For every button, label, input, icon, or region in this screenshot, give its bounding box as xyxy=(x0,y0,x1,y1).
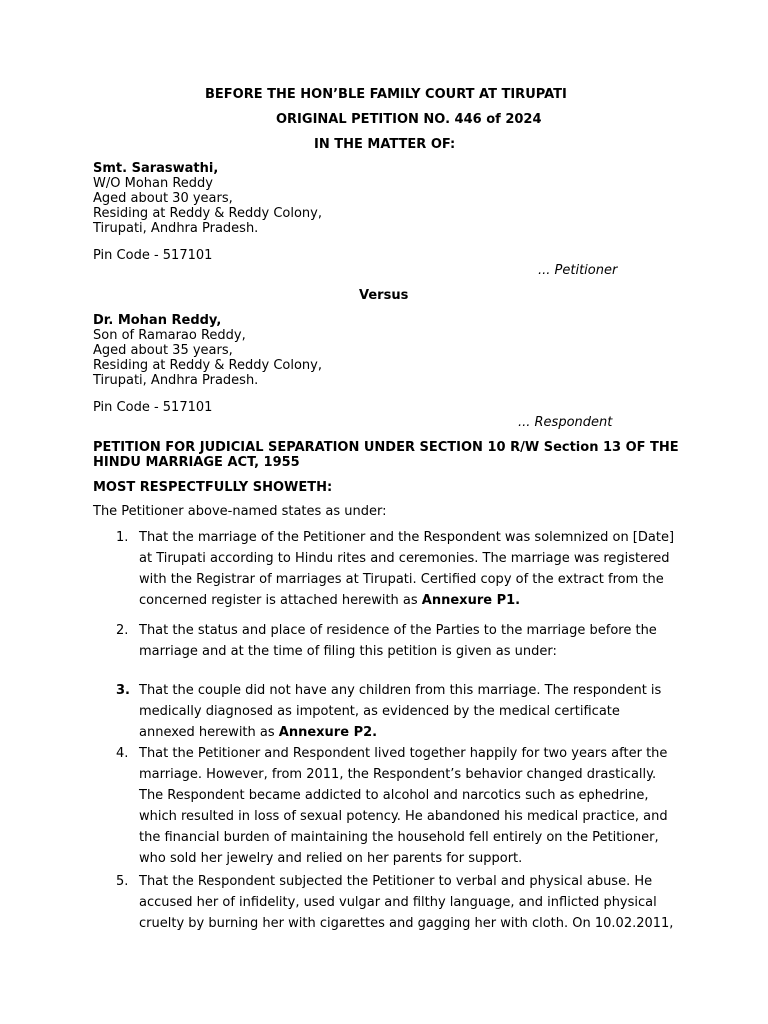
list-number: 4. xyxy=(116,746,129,761)
showeth-heading: MOST RESPECTFULLY SHOWETH: xyxy=(93,480,333,495)
paragraph-line: medically diagnosed as impotent, as evidenced by the medical certificate xyxy=(139,704,620,719)
petition-title xyxy=(93,440,679,470)
versus-label: Versus xyxy=(359,288,409,303)
paragraph-line: That the marriage of the Petitioner and the Respondent was solemnized on [Date] xyxy=(139,530,675,545)
paragraph-line xyxy=(139,590,699,611)
paragraph-line: cruelty by burning her with cigarettes and gagging her with cloth. On 10.02.2011, xyxy=(139,916,674,931)
respondent-line: Tirupati, Andhra Pradesh. xyxy=(93,373,259,388)
list-number: 2. xyxy=(116,623,129,638)
list-text xyxy=(139,743,699,869)
paragraph-line: at Tirupati according to Hindu rites and ceremonies. The marriage was registered xyxy=(139,551,670,566)
petitioner-line: W/O Mohan Reddy xyxy=(93,176,213,191)
respondent-block xyxy=(93,313,322,388)
paragraph-line: marriage. However, from 2011, the Respondent’s behavior changed drastically. xyxy=(139,767,657,782)
paragraph-line: who sold her jewelry and relied on her parents for support. xyxy=(139,851,523,866)
petitioner-line: Aged about 30 years, xyxy=(93,191,233,206)
list-text xyxy=(139,871,699,934)
list-number: 3. xyxy=(116,683,130,698)
respondent-line: Son of Ramarao Reddy, xyxy=(93,328,246,343)
list-text xyxy=(139,527,699,611)
paragraph-line: with the Registrar of marriages at Tirupati. Certified copy of the extract from the xyxy=(139,572,664,587)
petitioner-line: Residing at Reddy & Reddy Colony, xyxy=(93,206,322,221)
respondent-line: Aged about 35 years, xyxy=(93,343,233,358)
petitioner-name: Smt. Saraswathi, xyxy=(93,161,219,176)
paragraph-line: That the Petitioner and Respondent lived together happily for two years after the xyxy=(139,746,668,761)
paragraph-line xyxy=(139,722,699,743)
paragraph-line-text: concerned register is attached herewith as xyxy=(139,593,422,608)
list-number: 5. xyxy=(116,874,129,889)
paragraph-line: accused her of infidelity, used vulgar and filthy language, and inflicted physical xyxy=(139,895,657,910)
petitioner-line: Tirupati, Andhra Pradesh. xyxy=(93,221,259,236)
annexure-reference: Annexure P2. xyxy=(278,725,378,740)
paragraph-line: which resulted in loss of sexual potency. He abandoned his medical practice, and xyxy=(139,809,668,824)
paragraph-line: That the Respondent subjected the Petitioner to verbal and physical abuse. He xyxy=(139,874,653,889)
paragraph-line-text: annexed herewith as xyxy=(139,725,279,740)
petitioner-role: ... Petitioner xyxy=(538,263,618,278)
respondent-pin: Pin Code - 517101 xyxy=(93,400,213,415)
petition-title-line: HINDU MARRIAGE ACT, 1955 xyxy=(93,455,300,470)
intro-text: The Petitioner above-named states as under: xyxy=(93,504,387,519)
list-number: 1. xyxy=(116,530,129,545)
court-heading: BEFORE THE HON’BLE FAMILY COURT AT TIRUPATI xyxy=(205,87,567,102)
petition-title-line: PETITION FOR JUDICIAL SEPARATION UNDER SECTION 10 R/W Section 13 OF THE xyxy=(93,440,679,455)
petitioner-pin: Pin Code - 517101 xyxy=(93,248,213,263)
petitioner-block xyxy=(93,161,322,236)
paragraph-line: That the couple did not have any children from this marriage. The respondent is xyxy=(139,683,662,698)
list-text xyxy=(139,680,699,743)
respondent-line: Residing at Reddy & Reddy Colony, xyxy=(93,358,322,373)
respondent-role: ... Respondent xyxy=(518,415,613,430)
paragraph-line: the financial burden of maintaining the household fell entirely on the Petitioner, xyxy=(139,830,659,845)
respondent-name: Dr. Mohan Reddy, xyxy=(93,313,222,328)
petition-number: ORIGINAL PETITION NO. 446 of 2024 xyxy=(276,112,542,127)
matter-heading: IN THE MATTER OF: xyxy=(314,137,456,152)
annexure-reference: Annexure P1. xyxy=(421,593,521,608)
paragraph-line: That the status and place of residence of the Parties to the marriage before the xyxy=(139,623,657,638)
list-text xyxy=(139,620,699,662)
paragraph-line: The Respondent became addicted to alcohol and narcotics such as ephedrine, xyxy=(139,788,649,803)
paragraph-line: marriage and at the time of filing this petition is given as under: xyxy=(139,644,557,659)
